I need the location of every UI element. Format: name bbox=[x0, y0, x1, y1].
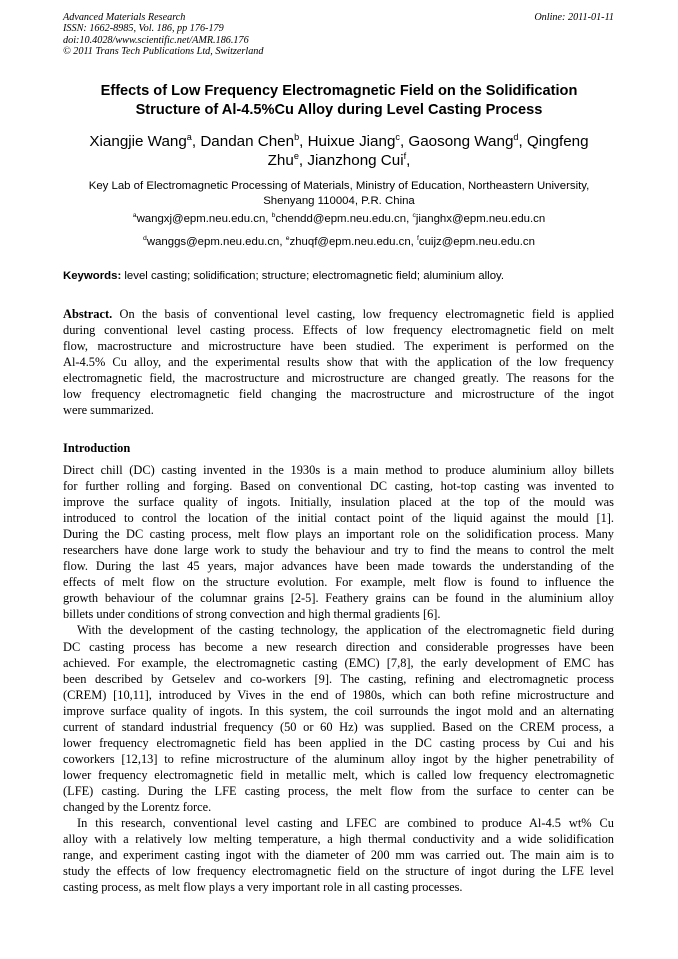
paragraph-line: lower frequency electromagnetic field in metallic melt, which is called low frequency electromagnetic bbox=[63, 767, 614, 782]
paragraph-line: researchers have done large work to study the behaviour and try to find the means to control the melt bbox=[63, 543, 614, 558]
affiliation-line-2: Shenyang 110004, P.R. China bbox=[263, 195, 415, 208]
abstract-line bbox=[63, 322, 614, 338]
email-separator: , bbox=[406, 213, 413, 225]
author-separator: , bbox=[399, 133, 409, 150]
paragraph-line: improve the surface quality of ingots. Initially, insulation placed at the top of the mould was bbox=[63, 495, 614, 510]
abstract-label: Abstract. bbox=[63, 307, 113, 321]
paragraph-line: casting process, as melt flow plays a very important role in all casting processes. bbox=[63, 880, 463, 895]
author-name: Huixue Jiang bbox=[307, 133, 396, 150]
abstract-line bbox=[63, 338, 614, 354]
abstract-text: On the basis of conventional level casting, low frequency electromagnetic field is applied bbox=[112, 307, 614, 321]
author-affiliation-mark: d bbox=[513, 131, 519, 142]
email-address[interactable]: zhuqf@epm.neu.edu.cn bbox=[289, 236, 411, 248]
author-line-1 bbox=[40, 132, 638, 151]
abstract-text: electromagnetic field, the macrostructure and microstructure are changed greatly. The reasons for the bbox=[63, 371, 614, 386]
abstract-line bbox=[63, 370, 614, 386]
email-line-2 bbox=[40, 235, 638, 249]
email-address[interactable]: jianghx@epm.neu.edu.cn bbox=[415, 213, 546, 225]
email-mark: b bbox=[271, 212, 276, 220]
abstract-text: were summarized. bbox=[63, 403, 154, 418]
introduction-heading: Introduction bbox=[63, 441, 131, 455]
keywords-text: level casting; solidification; structure; electromagnetic field; aluminium alloy. bbox=[121, 270, 505, 282]
paragraph-line: billets under conditions of strong convection and high thermal gradients [6]. bbox=[63, 607, 441, 622]
author-separator: , bbox=[298, 152, 308, 169]
email-separator: , bbox=[279, 236, 286, 248]
email-mark: d bbox=[143, 235, 147, 243]
paragraph-line: growth behaviour of the columnar grains [2-5]. Feathery grains can be found in the aluminium alloy bbox=[63, 591, 614, 606]
paragraph-line: DC casting process has become a new research direction and considerable progresses have been bbox=[63, 639, 614, 654]
paragraph-line: changed by the Lorentz force. bbox=[63, 799, 212, 814]
title-line-1: Effects of Low Frequency Electromagnetic Field on the Solidification bbox=[100, 83, 578, 99]
author-name: Dandan Chen bbox=[200, 133, 295, 150]
author-name: Xiangjie Wang bbox=[89, 133, 187, 150]
paragraph-line: introduced to control the location of the initial contact point of the liquid against the mould [1]. bbox=[63, 511, 614, 526]
journal-header bbox=[63, 12, 263, 58]
keywords-label: Keywords: bbox=[63, 270, 122, 282]
doi-line[interactable]: doi:10.4028/www.scientific.net/AMR.186.176 bbox=[63, 34, 249, 46]
issn-line: ISSN: 1662-8985, Vol. 186, pp 176-179 bbox=[63, 23, 224, 35]
email-mark: f bbox=[417, 235, 419, 243]
author-affiliation-mark: c bbox=[395, 131, 400, 142]
abstract-line bbox=[63, 402, 614, 418]
email-mark: e bbox=[285, 235, 290, 243]
author-affiliation-mark: f bbox=[403, 150, 407, 161]
paragraph-line: Direct chill (DC) casting invented in the 1930s is a main method to produce aluminium alloy billets bbox=[63, 463, 614, 477]
email-address[interactable]: cuijz@epm.neu.edu.cn bbox=[418, 236, 535, 248]
paragraph-line: With the development of the casting technology, the application of the electromagnetic field during bbox=[77, 623, 614, 638]
paragraph-line: During the DC casting process, melt flow plays an important role on the solidification process. Many bbox=[63, 527, 614, 542]
paragraph-line: effects of melt flow on the structure evolution. For example, melt flow is found to influence the bbox=[63, 575, 614, 590]
abstract-line bbox=[63, 306, 614, 322]
paragraph-line: coworkers [12,13] to refine microstructure of the aluminum alloy ingot by the higher penetrability of bbox=[63, 751, 614, 766]
paragraph-line: range, and experiment casting ingot with the diameter of 200 mm was carried out. The main aim is to bbox=[63, 848, 614, 863]
paragraph-line: current of standard industrial frequency (50 or 60 Hz) was supplied. Based on the CREM process, a bbox=[63, 719, 614, 734]
abstract-text: during conventional level casting process. Effects of low frequency electromagnetic field on melt bbox=[63, 323, 614, 338]
paragraph-line: for further rolling and forging. Based on conventional DC casting, hot-top casting was invented to bbox=[63, 479, 614, 494]
paragraph-line: In this research, conventional level casting and LFEC are combined to produce Al-4.5 wt% Cu bbox=[77, 816, 614, 831]
author-separator: , bbox=[299, 133, 308, 150]
paragraph-line: alloy with a relatively low melting temperature, a high thermal conductivity and a wide solidification bbox=[63, 832, 614, 847]
author-separator: , bbox=[518, 133, 527, 150]
abstract-line bbox=[63, 354, 614, 370]
introduction-body bbox=[63, 462, 614, 895]
paper-title bbox=[40, 82, 638, 120]
paragraph-line: (LFE) casting. During the LFE casting process, the melt flow from the surface to center can be bbox=[63, 783, 614, 798]
author-separator: , bbox=[406, 152, 411, 169]
author-list bbox=[40, 132, 638, 170]
author-name: Qingfeng bbox=[526, 133, 589, 150]
email-line-1 bbox=[40, 212, 638, 226]
email-address[interactable]: wanggs@epm.neu.edu.cn bbox=[146, 236, 280, 248]
paragraph-line: lower frequency electromagnetic field has been applied in the DC casting process by Cui and his bbox=[63, 735, 614, 750]
abstract-text: low frequency electromagnetic field changing the macrostructure and microstructure of the ingot bbox=[63, 387, 614, 402]
abstract bbox=[63, 306, 614, 418]
paragraph-line: flow. During the last 45 years, major advances have been made towards the understanding of the bbox=[63, 559, 614, 574]
title-line-2: Structure of Al-4.5%Cu Alloy during Level Casting Process bbox=[135, 102, 543, 118]
affiliation-line-1: Key Lab of Electromagnetic Processing of Materials, Ministry of Education, Northeastern University, bbox=[88, 180, 590, 192]
online-date: Online: 2011-01-11 bbox=[534, 12, 614, 23]
abstract-text: flow, macrostructure and microstructure have been studied. The experiment is performed on the bbox=[63, 339, 614, 354]
paragraph-line: been described by Getselev and co-workers [9]. The casting, refining and electromagnetic process bbox=[63, 671, 614, 686]
email-mark: c bbox=[412, 212, 416, 220]
author-line-2 bbox=[40, 151, 638, 170]
journal-name: Advanced Materials Research bbox=[63, 12, 186, 23]
abstract-text: Al-4.5% Cu alloy, and the experimental results show that with the application of the low frequency bbox=[63, 355, 614, 370]
keywords bbox=[63, 269, 623, 283]
author-name: Jianzhong Cui bbox=[307, 152, 404, 169]
paragraph-line: achieved. For example, the electromagnetic casting (EMC) [7,8], the early development of EMC has bbox=[63, 655, 614, 670]
author-affiliation-mark: b bbox=[294, 131, 300, 142]
email-separator: , bbox=[265, 213, 272, 225]
author-affiliation-mark: e bbox=[293, 150, 299, 161]
email-separator: , bbox=[410, 236, 417, 248]
email-address[interactable]: chendd@epm.neu.edu.cn bbox=[275, 213, 407, 225]
author-name: Gaosong Wang bbox=[408, 133, 514, 150]
abstract-line bbox=[63, 386, 614, 402]
author-separator: , bbox=[191, 133, 201, 150]
copyright-line: © 2011 Trans Tech Publications Ltd, Switzerland bbox=[63, 46, 264, 58]
author-name: Zhu bbox=[267, 152, 294, 169]
email-mark: a bbox=[132, 212, 137, 220]
author-affiliation-mark: a bbox=[186, 131, 192, 142]
email-address[interactable]: wangxj@epm.neu.edu.cn bbox=[136, 213, 266, 225]
paragraph-line: improve surface quality of ingots. In this system, the coil surrounds the ingot mold and an alternating bbox=[63, 703, 614, 718]
paragraph-line: (CREM) [10,11], introduced by Vives in the end of 1980s, which can both refine microstructure and bbox=[63, 687, 614, 702]
affiliation bbox=[40, 179, 638, 209]
paragraph-line: study the effects of low frequency electromagnetic field on the structure of ingot during the LFE level bbox=[63, 864, 614, 879]
